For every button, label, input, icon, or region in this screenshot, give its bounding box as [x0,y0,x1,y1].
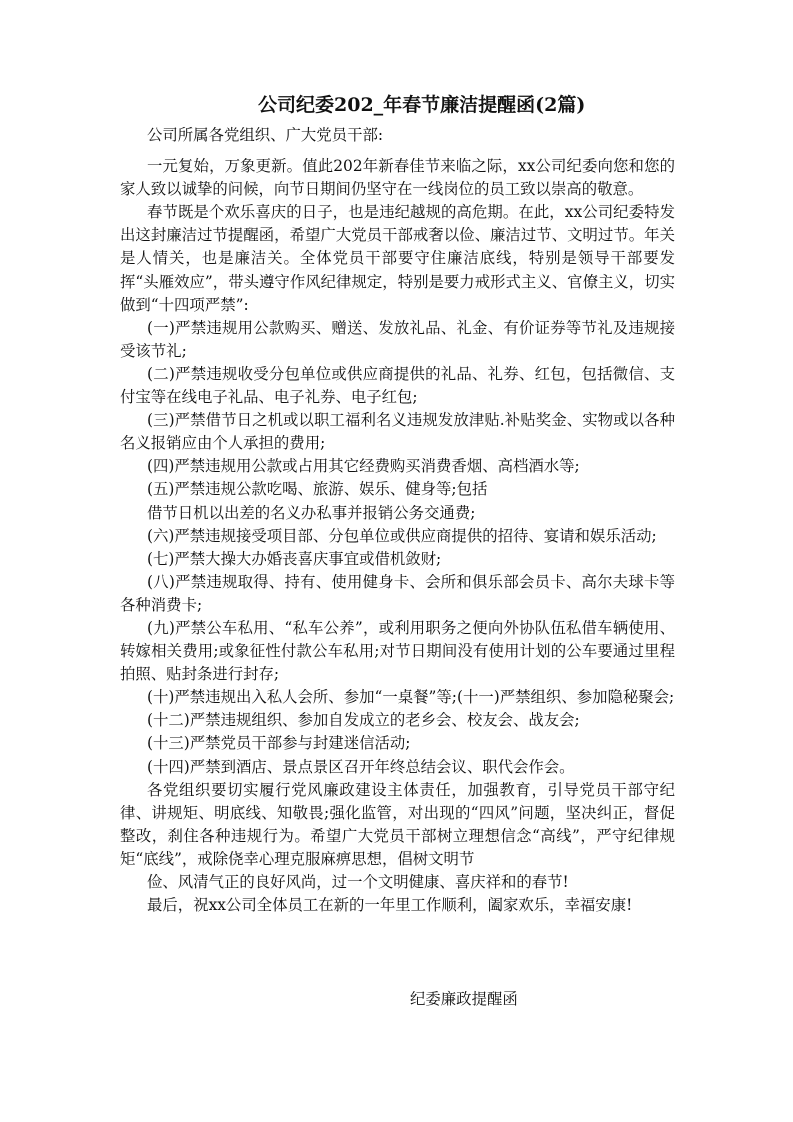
document-title: 公司纪委202_年春节廉洁提醒函(2篇) [258,94,586,116]
prohibition-item-14: (十四)严禁到酒店、景点景区召开年终总结会议、职代会作会。 [147,757,575,776]
salutation: 公司所属各党组织、广大党员干部: [147,126,384,144]
paragraph-closing: 最后，祝xx公司全体员工在新的一年里工作顺利，阖家欢乐，幸福安康! [147,896,633,915]
paragraph-responsibility-continued: 俭、风清气正的良好风尚，过一个文明健康、喜庆祥和的春节! [147,873,569,891]
signature: 纪委廉政提醒函 [410,990,518,1008]
prohibition-item-10-11: (十)严禁违规出入私人会所、参加“一桌餐”等;(十一)严禁组织、参加隐秘聚会; [147,688,675,707]
prohibition-item-2: (二)严禁违规收受分包单位或供应商提供的礼品、礼券、红包，包括微信、支付宝等在线电子礼品、电子礼券、电子红包; [120,364,675,407]
document-body [120,124,675,917]
prohibition-item-12: (十二)严禁违规组织、参加自发成立的老乡会、校友会、战友会; [147,711,580,730]
prohibition-item-5: (五)严禁违规公款吃喝、旅游、娱乐、健身等;包括 [147,480,488,499]
prohibition-item-5-continued: 借节日机以出差的名义办私事并报销公务交通费; [147,503,476,522]
paragraph-reminder: 春节既是个欢乐喜庆的日子，也是违纪越规的高危期。在此，xx公司纪委特发出这封廉洁过节提醒函，希望广大党员干部戒奢以俭、廉洁过节、文明过节。年关是人情关，也是廉洁关。全体党员干部要守住廉洁底线，特别是领导干部要发挥“头雁效应”，带头遵守作风纪律规定，特别是要力戒形式主义、官僚主义，切实做到“十四项严禁”: [120,203,675,314]
paragraph-greeting: 一元复始，万象更新。值此202年新春佳节来临之际，xx公司纪委向您和您的家人致以诚挚的问候，向节日期间仍坚守在一线岗位的员工致以崇高的敬意。 [120,157,675,199]
prohibition-item-3: (三)严禁借节日之机或以职工福利名义违规发放津贴.补贴奖金、实物或以各种名义报销应由个人承担的费用; [120,411,675,453]
paragraph-responsibility: 各党组织要切实履行党风廉政建设主体责任，加强教育，引导党员干部守纪律、讲规矩、明底线、知敬畏;强化监管，对出现的“四风”问题，坚决纠正，督促整改，刹住各种违规行为。希望广大党员干部树立理想信念“高线”，严守纪律规矩“底线”，戒除侥幸心理克服麻痹思想，倡树文明节 [120,780,675,868]
prohibition-item-4: (四)严禁违规用公款或占用其它经费购买消费香烟、高档酒水等; [147,457,580,476]
prohibition-item-6: (六)严禁违规接受项目部、分包单位或供应商提供的招待、宴请和娱乐活动; [147,526,657,545]
prohibition-item-7: (七)严禁大操大办婚丧喜庆事宜或借机敛财; [147,549,442,568]
prohibition-item-1: (一)严禁违规用公款购买、赠送、发放礼品、礼金、有价证券等节礼及违规接受该节礼; [120,318,675,360]
prohibition-item-9: (九)严禁公车私用、“私车公养”，或利用职务之便向外协队伍私借车辆使用、转嫁相关费用;或象征性付款公车私用;对节日期间没有使用计划的公车要通过里程拍照、贴封条进行封存; [120,618,675,684]
prohibition-item-13: (十三)严禁党员干部参与封建迷信活动; [147,734,411,753]
prohibition-item-8: (八)严禁违规取得、持有、使用健身卡、会所和俱乐部会员卡、高尔夫球卡等各种消费卡; [120,572,675,614]
